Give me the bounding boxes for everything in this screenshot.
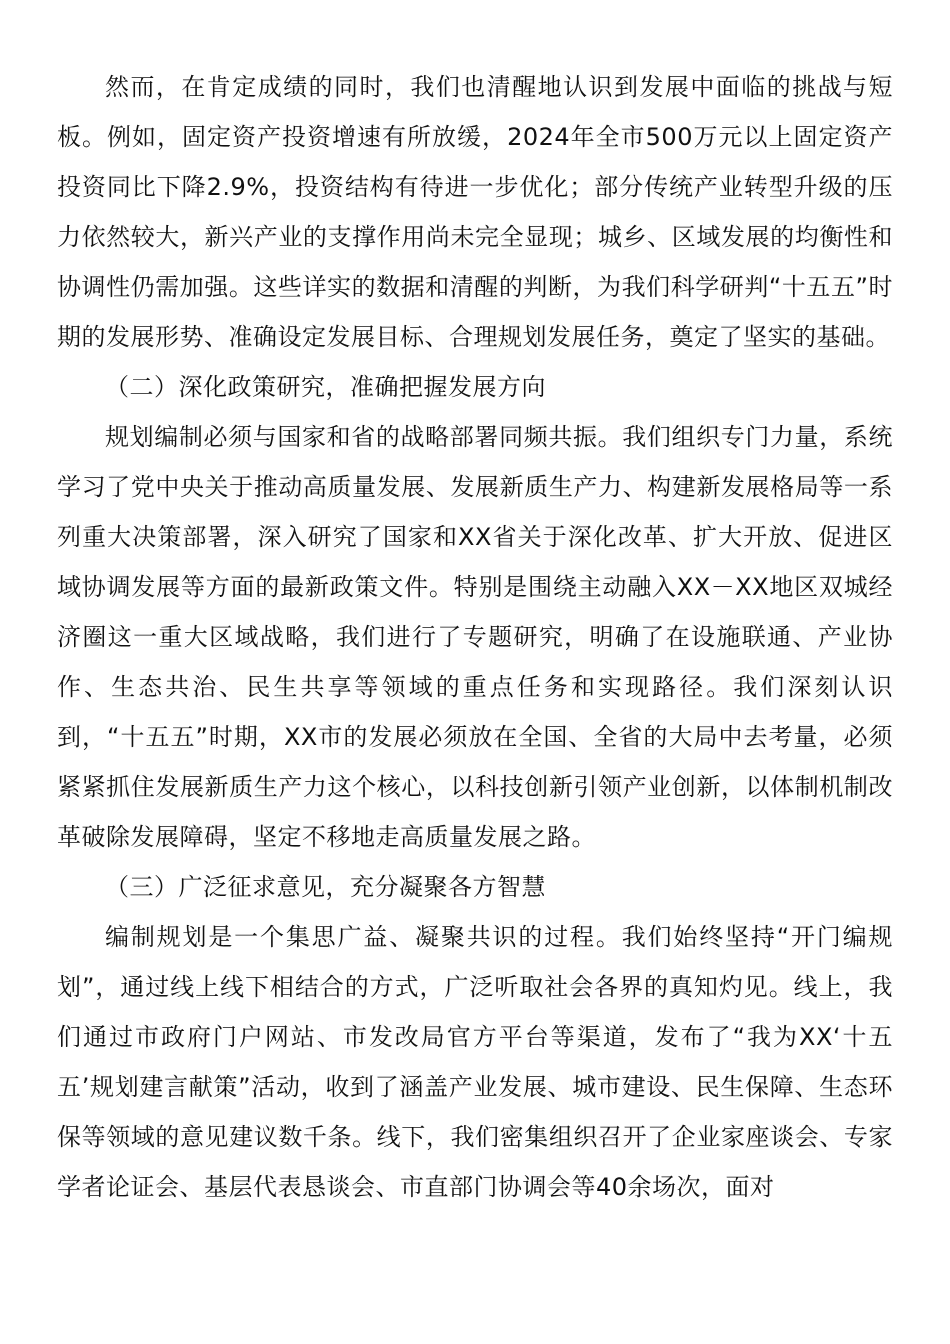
paragraph-solicit-opinions: 编制规划是一个集思广益、凝聚共识的过程。我们始终坚持“开门编规划”，通过线上线下相结合的方式，广泛听取社会各界的真知灼见。线上，我们通过市政府门户网站、市发改局官方平台等渠道，发布了“我为XX‘十五五’规划建言献策”活动，收到了涵盖产业发展、城市建设、民生保障、生态环保等领域的意见建议数千条。线下，我们密集组织召开了企业家座谈会、专家学者论证会、基层代表恳谈会、市直部门协调会等40余场次，面对 [57,923,893,1201]
document-page [57,62,893,1212]
section-heading-solicit-opinions: （三）广泛征求意见，充分凝聚各方智慧 [105,873,546,901]
section-heading-policy-research: （二）深化政策研究，准确把握发展方向 [105,373,546,401]
paragraph-policy-research: 规划编制必须与国家和省的战略部署同频共振。我们组织专门力量，系统学习了党中央关于推动高质量发展、发展新质生产力、构建新发展格局等一系列重大决策部署，深入研究了国家和XX省关于深化改革、扩大开放、促进区域协调发展等方面的最新政策文件。特别是围绕主动融入XX－XX地区双城经济圈这一重大区域战略，我们进行了专题研究，明确了在设施联通、产业协作、生态共治、民生共享等领域的重点任务和实现路径。我们深刻认识到，“十五五”时期，XX市的发展必须放在全国、全省的大局中去考量，必须紧紧抓住发展新质生产力这个核心，以科技创新引领产业创新，以体制机制改革破除发展障碍，坚定不移地走高质量发展之路。 [57,423,893,851]
paragraph-challenges: 然而，在肯定成绩的同时，我们也清醒地认识到发展中面临的挑战与短板。例如，固定资产投资增速有所放缓，2024年全市500万元以上固定资产投资同比下降2.9%，投资结构有待进一步优化；部分传统产业转型升级的压力依然较大，新兴产业的支撑作用尚未完全显现；城乡、区域发展的均衡性和协调性仍需加强。这些详实的数据和清醒的判断，为我们科学研判“十五五”时期的发展形势、准确设定发展目标、合理规划发展任务，奠定了坚实的基础。 [57,73,893,351]
